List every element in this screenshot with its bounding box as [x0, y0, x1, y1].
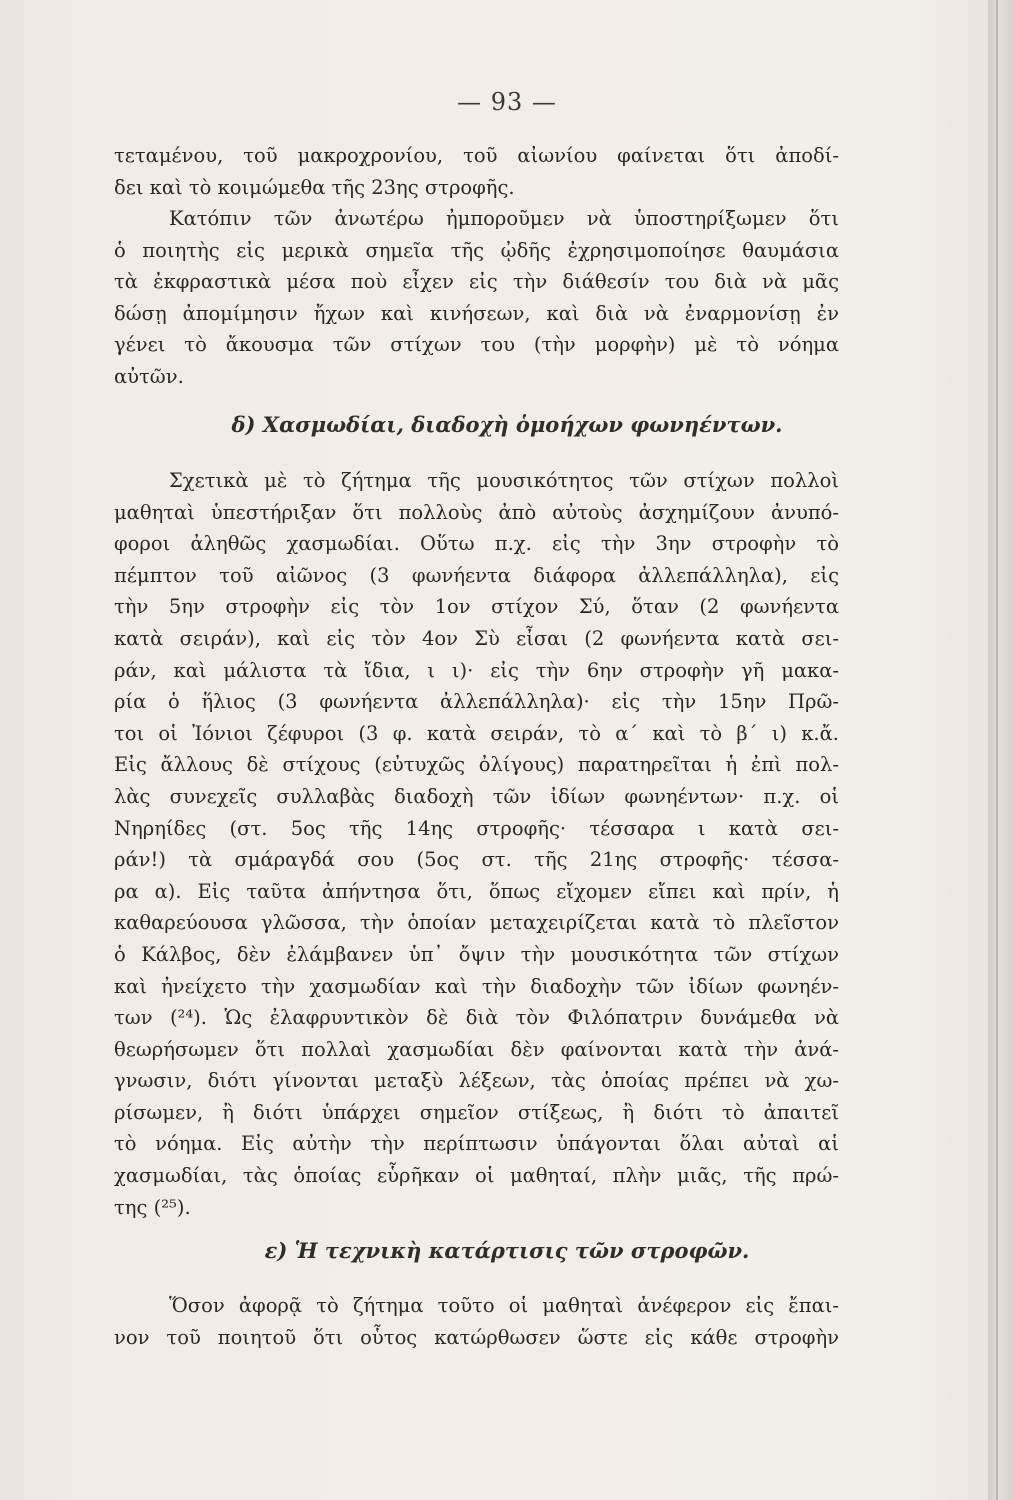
text-line: λὰς συνεχεῖς συλλαβὰς διαδοχὴ τῶν ἰδίων φωνηέντων· π.χ. οἱ: [114, 784, 839, 808]
text-line: θεωρήσωμεν ὅτι πολλαὶ χασμωδίαι δὲν φαίνονται κατὰ τὴν ἀνά-: [114, 1037, 839, 1061]
text-line: τὰ ἐκφραστικὰ μέσα ποὺ εἶχεν εἰς τὴν διάθεσίν του διὰ νὰ μᾶς: [114, 270, 839, 294]
paragraph-3: [114, 465, 839, 1223]
text-line: φοροι ἀληθῶς χασμωδίαι. Οὕτω π.χ. εἰς τὴν 3ην στροφὴν τὸ: [114, 532, 839, 556]
page-number: — 93 —: [457, 88, 557, 116]
text-line: αὐτῶν.: [114, 364, 184, 388]
text-line: χασμωδίαι, τὰς ὁποίας εὗρῆκαν οἱ μαθηταί, πλὴν μιᾶς, τῆς πρώ-: [114, 1164, 839, 1188]
text-line: Σχετικὰ μὲ τὸ ζήτημα τῆς μουσικότητος τῶν στίχων πολλοὶ: [169, 469, 839, 492]
text-line: ρίσωμεν, ἢ διότι ὑπάρχει σημεῖον στίξεως, ἢ διότι τὸ ἀπαιτεῖ: [114, 1100, 839, 1124]
text-line: ὁ ποιητὴς εἰς μερικὰ σημεῖα τῆς ᾠδῆς ἐχρησιμοποίησε θαυμάσια: [114, 238, 839, 262]
text-line: καὶ ἠνείχετο τὴν χασμωδίαν καὶ τὴν διαδοχὴν τῶν ἰδίων φωνηέν-: [114, 974, 839, 998]
text-line: ρία ὁ ἥλιος (3 φωνήεντα ἀλλεπάλληλα)· εἰς τὴν 15ην Πρῶ-: [114, 690, 839, 714]
text-line: γένει τὸ ἄκουσμα τῶν στίχων του (τὴν μορφὴν) μὲ τὸ νόημα: [114, 333, 839, 357]
text-line: Εἰς ἄλλους δὲ στίχους (εὐτυχῶς ὀλίγους) παρατηρεῖται ἡ ἐπὶ πολ-: [114, 753, 839, 777]
text-line: μαθηταὶ ὑπεστήριξαν ὅτι πολλοὺς ἀπὸ αὐτοὺς ἀσχημίζουν ἀνυπό-: [114, 500, 839, 524]
text-line: δει καὶ τὸ κοιμώμεθα τῆς 23ης στροφῆς.: [114, 175, 515, 199]
text-line: κατὰ σειράν), καὶ εἰς τὸν 4ον Σὺ εἶσαι (2 φωνήεντα κατὰ σει-: [114, 626, 839, 650]
paragraph-1: [114, 140, 839, 203]
text-line: ὁ Κάλβος, δὲν ἐλάμβανεν ὑπ᾽ ὄψιν τὴν μουσικότητα τῶν στίχων: [114, 942, 839, 966]
text-line: τὸ νόημα. Εἰς αὐτὴν τὴν περίπτωσιν ὑπάγονται ὅλαι αὐταὶ αἱ: [114, 1132, 839, 1156]
text-line: τὴν 5ην στροφὴν εἰς τὸν 1ον στίχον Σύ, ὅταν (2 φωνήεντα: [114, 595, 839, 619]
text-line: νον τοῦ ποιητοῦ ὅτι οὗτος κατώρθωσεν ὥστε εἰς κάθε στροφὴν: [114, 1325, 839, 1349]
section-heading-d: δ) Χασμωδίαι, διαδοχὴ ὁμοήχων φωνηέντων.: [231, 412, 783, 437]
text-line: ράν!) τὰ σμάραγδά σου (5ος στ. τῆς 21ης στροφῆς· τέσσα-: [114, 848, 839, 872]
text-line: ράν, καὶ μάλιστα τὰ ἴδια, ι ι)· εἰς τὴν 6ην στροφὴν γῆ μακα-: [114, 658, 839, 682]
text-line: των (²⁴). Ὡς ἐλαφρυντικὸν δὲ διὰ τὸν Φιλόπατριν δυνάμεθα νὰ: [114, 1006, 839, 1030]
text-line: Νηρηίδες (στ. 5ος τῆς 14ης στροφῆς· τέσσαρα ι κατὰ σει-: [114, 816, 839, 840]
text-line: Κατόπιν τῶν ἀνωτέρω ἠμποροῦμεν νὰ ὑποστηρίξωμεν ὅτι: [169, 207, 839, 230]
text-line: τεταμένου, τοῦ μακροχρονίου, τοῦ αἰωνίου φαίνεται ὅτι ἀποδί-: [114, 144, 839, 167]
page-edge: [988, 0, 1014, 1500]
text-line: καθαρεύουσα γλῶσσα, τὴν ὁποίαν μεταχειρίζεται κατὰ τὸ πλεῖστον: [114, 911, 839, 935]
text-line: γνωσιν, διότι γίνονται μεταξὺ λέξεων, τὰς ὁποίας πρέπει νὰ χω-: [114, 1069, 839, 1093]
paragraph-4: [114, 1290, 839, 1353]
text-line: της (²⁵).: [114, 1195, 191, 1219]
paragraph-2: [114, 203, 839, 393]
text-line: δώσῃ ἀπομίμησιν ἤχων καὶ κινήσεων, καὶ διὰ νὰ ἐναρμονίσῃ ἐν: [114, 301, 839, 325]
text-line: ρα α). Εἰς ταῦτα ἀπήντησα ὅτι, ὅπως εἴχομεν εἴπει καὶ πρίν, ἡ: [114, 879, 839, 903]
text-line: τοι οἱ Ἰόνιοι ζέφυροι (3 φ. κατὰ σειράν, τὸ α΄ καὶ τὸ β΄ ι) κ.ἄ.: [114, 721, 839, 745]
text-line: Ὅσον ἀφορᾷ τὸ ζήτημα τοῦτο οἱ μαθηταὶ ἀνέφερον εἰς ἔπαι-: [169, 1294, 839, 1317]
section-heading-e: ε) Ἡ τεχνικὴ κατάρτισις τῶν στροφῶν.: [264, 1238, 750, 1263]
text-line: πέμπτον τοῦ αἰῶνος (3 φωνήεντα διάφορα ἀλλεπάλληλα), εἰς: [114, 563, 839, 587]
